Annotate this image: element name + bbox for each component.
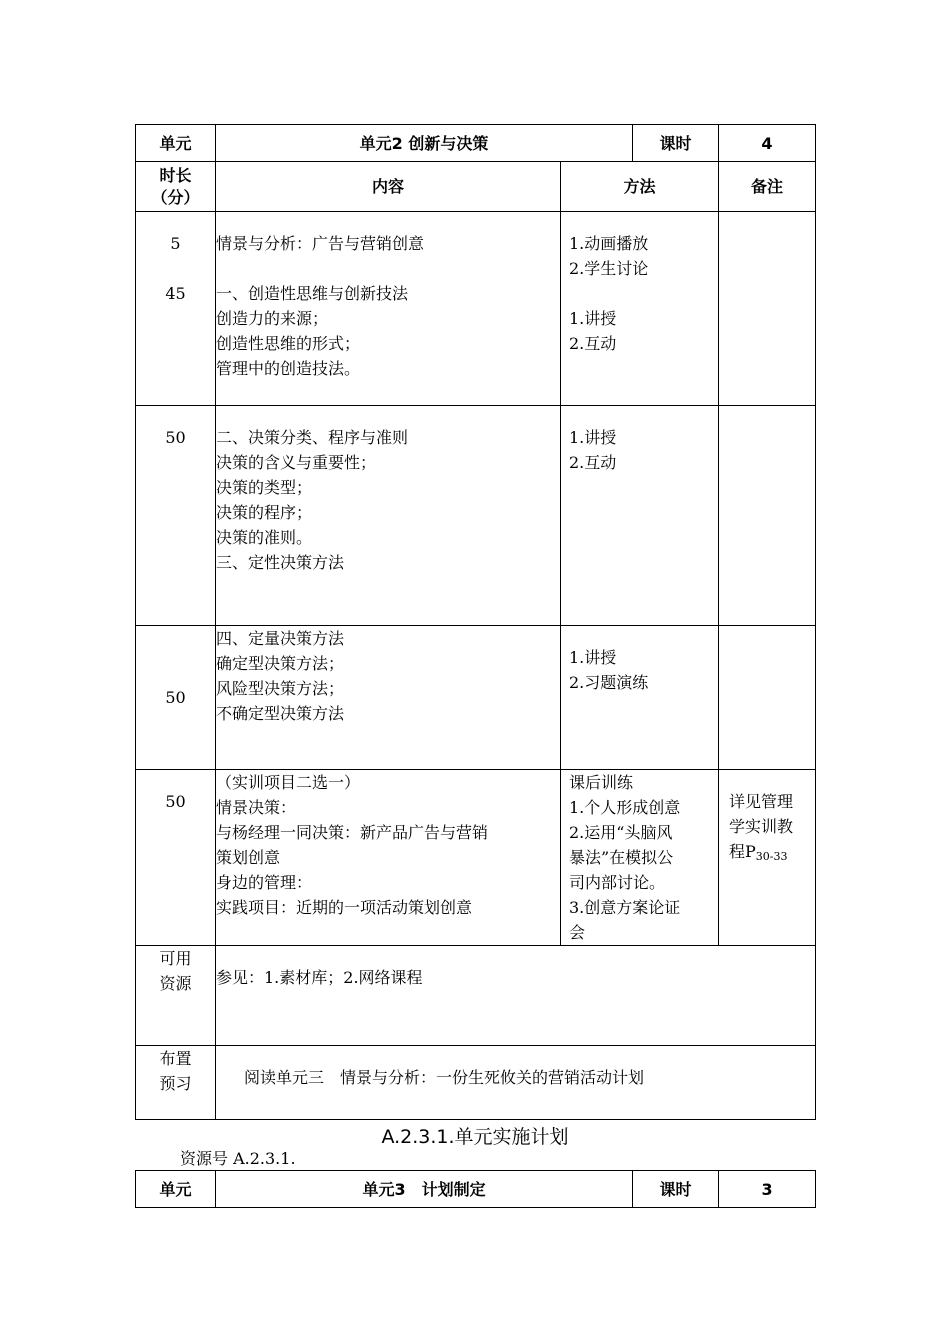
- unit-plan-table-2: [135, 1170, 816, 1208]
- method-line: 1.动画播放: [569, 234, 649, 253]
- note-text: 程P: [729, 842, 756, 861]
- content-line: 不确定型决策方法: [216, 704, 345, 723]
- method-line: 2.互动: [569, 334, 617, 353]
- method-line: 1.讲授: [569, 309, 617, 328]
- method-line: 2.习题演练: [569, 673, 649, 692]
- content-line: （实训项目二选一）: [216, 773, 361, 792]
- method-line: 2.运用“头脑风: [569, 823, 673, 842]
- content-line: 风险型决策方法；: [216, 679, 345, 698]
- method-line: 暴法”在模拟公: [569, 848, 674, 867]
- duration-value: 50: [165, 428, 186, 447]
- method-line: 2.学生讨论: [569, 259, 649, 278]
- note-header: 备注: [719, 162, 816, 212]
- content-line: 身边的管理：: [216, 873, 313, 892]
- column-header-row: [136, 162, 816, 212]
- method-line: 会: [569, 923, 586, 942]
- method-line: 1.讲授: [569, 648, 617, 667]
- method-cell: [561, 770, 719, 946]
- resources-row: [136, 946, 816, 1046]
- hours-label: 课时: [633, 125, 719, 162]
- preview-label-line: 布置: [159, 1049, 192, 1068]
- content-line: 管理中的创造技法。: [216, 359, 361, 378]
- method-cell: [561, 626, 719, 770]
- resource-number: 资源号 A.2.3.1.: [180, 1149, 296, 1168]
- duration-cell: [136, 770, 216, 946]
- content-line: 决策的程序；: [216, 503, 313, 522]
- duration-value: 5: [170, 234, 181, 253]
- hours-value: 4: [719, 125, 816, 162]
- hours-label: 课时: [633, 1171, 719, 1208]
- unit-header-row: [136, 125, 816, 162]
- unit-value: 单元2 创新与决策: [216, 125, 633, 162]
- resources-label-line: 可用: [159, 949, 192, 968]
- duration-value: 50: [165, 688, 186, 707]
- note-line: 学实训教: [729, 817, 794, 836]
- note-cell: [719, 212, 816, 406]
- content-line: 二、决策分类、程序与准则: [216, 428, 409, 447]
- content-line: 策划创意: [216, 848, 281, 867]
- duration-cell: [136, 212, 216, 406]
- content-cell: [216, 212, 561, 406]
- resources-label-line: 资源: [159, 974, 192, 993]
- content-line: 情景决策：: [216, 798, 297, 817]
- table-row: [136, 406, 816, 626]
- preview-label: [136, 1046, 216, 1120]
- method-line: 1.讲授: [569, 428, 617, 447]
- preview-row: [136, 1046, 816, 1120]
- method-line: 2.互动: [569, 453, 617, 472]
- method-header: 方法: [561, 162, 719, 212]
- content-line: 四、定量决策方法: [216, 629, 345, 648]
- content-line: 决策的准则。: [216, 528, 313, 547]
- section-caption: A.2.3.1.单元实施计划: [381, 1126, 569, 1148]
- method-cell: [561, 212, 719, 406]
- method-line: 1.个人形成创意: [569, 798, 681, 817]
- note-cell: [719, 406, 816, 626]
- duration-cell: [136, 626, 216, 770]
- preview-text: 阅读单元三 情景与分析：一份生死攸关的营销活动计划: [216, 1046, 816, 1120]
- table-row: [136, 770, 816, 946]
- content-line: 决策的含义与重要性；: [216, 453, 377, 472]
- resources-text: 参见：1.素材库；2.网络课程: [216, 946, 816, 1046]
- method-line: 司内部讨论。: [569, 873, 666, 892]
- content-line: 一、创造性思维与创新技法: [216, 284, 409, 303]
- unit-label: 单元: [136, 125, 216, 162]
- duration-header-line2: （分）: [151, 187, 200, 207]
- content-line: 创造力的来源；: [216, 309, 329, 328]
- note-line: [729, 839, 815, 869]
- preview-label-line: 预习: [159, 1074, 192, 1093]
- method-cell: [561, 406, 719, 626]
- duration-header: [136, 162, 216, 212]
- content-line: 创造性思维的形式；: [216, 334, 361, 353]
- content-line: 确定型决策方法；: [216, 654, 345, 673]
- content-cell: [216, 770, 561, 946]
- content-line: 情景与分析：广告与营销创意: [216, 234, 425, 253]
- content-header: 内容: [216, 162, 561, 212]
- unit-plan-table: [135, 124, 816, 1120]
- note-cell: [719, 626, 816, 770]
- resources-label: [136, 946, 216, 1046]
- method-line: 3.创意方案论证: [569, 898, 681, 917]
- unit-value: 单元3 计划制定: [216, 1171, 633, 1208]
- duration-cell: [136, 406, 216, 626]
- duration-value: 45: [165, 284, 186, 303]
- content-cell: [216, 406, 561, 626]
- content-cell: [216, 626, 561, 770]
- note-subscript: 30-33: [755, 850, 788, 863]
- duration-value: 50: [165, 792, 186, 811]
- note-cell: [719, 770, 816, 946]
- content-line: 决策的类型；: [216, 478, 313, 497]
- table-row: [136, 626, 816, 770]
- unit-label: 单元: [136, 1171, 216, 1208]
- table-row: [136, 212, 816, 406]
- hours-value: 3: [719, 1171, 816, 1208]
- content-line: 三、定性决策方法: [216, 553, 345, 572]
- duration-header-line1: 时长: [159, 165, 192, 185]
- content-line: 实践项目：近期的一项活动策划创意: [216, 898, 473, 917]
- note-line: 详见管理: [729, 792, 794, 811]
- unit-header-row: [136, 1171, 816, 1208]
- method-line: 课后训练: [569, 773, 634, 792]
- content-line: 与杨经理一同决策：新产品广告与营销: [216, 823, 489, 842]
